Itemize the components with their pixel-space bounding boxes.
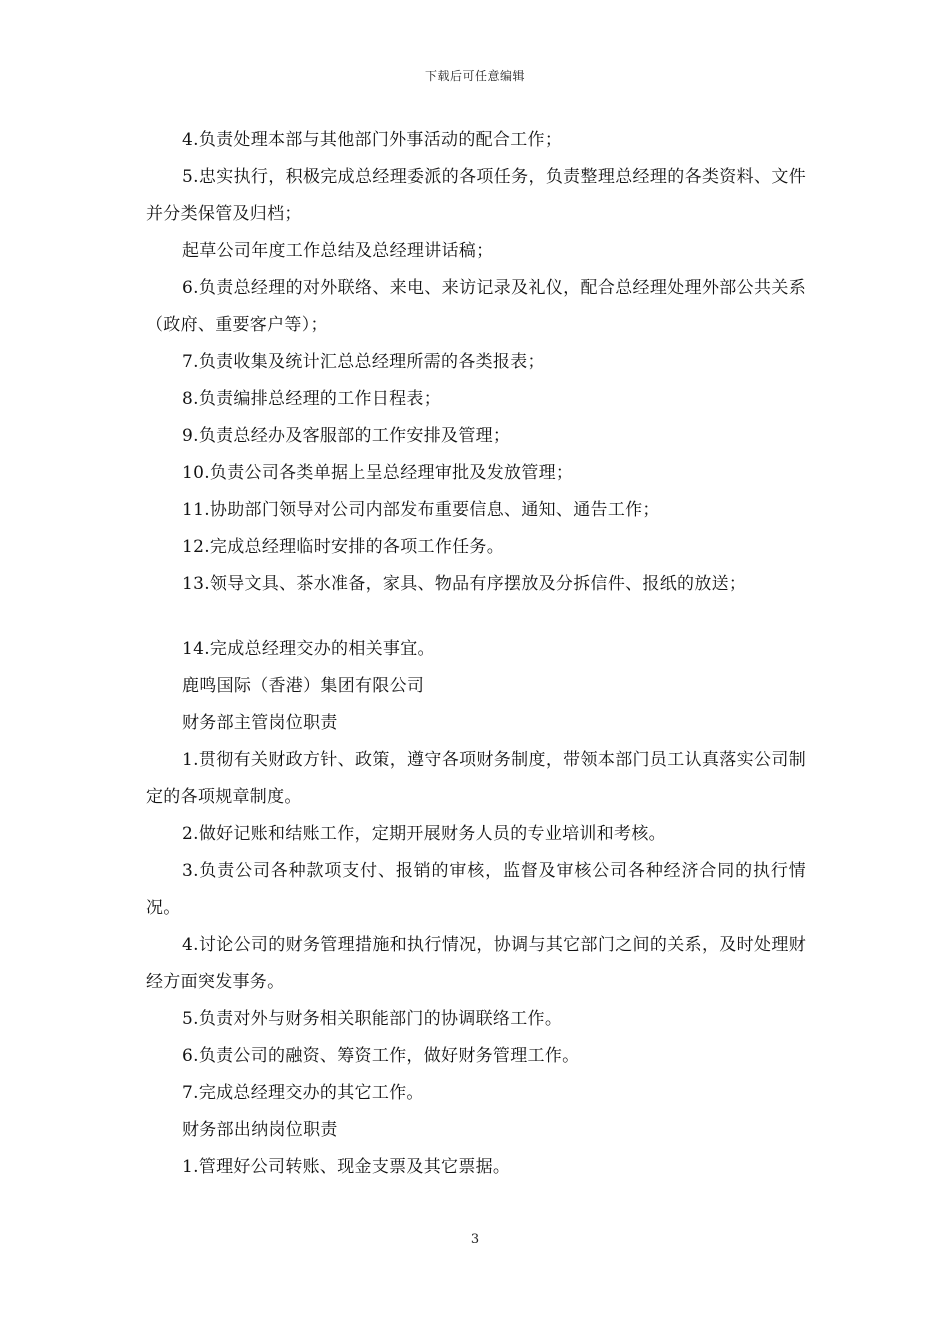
paragraph: 12.完成总经理临时安排的各项工作任务。 (182, 537, 505, 557)
paragraph: 9.负责总经办及客服部的工作安排及管理； (182, 426, 511, 446)
paragraph: 4.负责处理本部与其他部门外事活动的配合工作； (182, 130, 563, 150)
paragraph: 4.讨论公司的财务管理措施和执行情况，协调与其它部门之间的关系，及时处理财经方面突发事务。 (146, 935, 806, 992)
paragraph: 5.负责对外与财务相关职能部门的协调联络工作。 (182, 1009, 563, 1029)
blank-line (146, 603, 806, 631)
paragraph: 8.负责编排总经理的工作日程表； (182, 389, 442, 409)
paragraph: 起草公司年度工作总结及总经理讲话稿； (182, 241, 494, 261)
section-heading: 财务部出纳岗位职责 (182, 1120, 338, 1140)
company-name: 鹿鸣国际（香港）集团有限公司 (182, 676, 425, 696)
paragraph: 6.负责总经理的对外联络、来电、来访记录及礼仪，配合总经理处理外部公共关系（政府、重要客户等）； (146, 278, 806, 335)
page-header: 下载后可任意编辑 (424, 69, 525, 83)
paragraph: 6.负责公司的融资、筹资工作，做好财务管理工作。 (182, 1046, 580, 1066)
paragraph: 5.忠实执行，积极完成总经理委派的各项任务，负责整理总经理的各类资料、文件并分类保管及归档； (146, 167, 806, 224)
paragraph: 7.完成总经理交办的其它工作。 (182, 1083, 424, 1103)
paragraph: 2.做好记账和结账工作，定期开展财务人员的专业培训和考核。 (182, 824, 666, 844)
paragraph: 7.负责收集及统计汇总总经理所需的各类报表； (182, 352, 545, 372)
paragraph: 3.负责公司各种款项支付、报销的审核，监督及审核公司各种经济合同的执行情况。 (146, 861, 806, 918)
document-body (146, 122, 806, 1186)
paragraph: 13.领导文具、茶水准备，家具、物品有序摆放及分拆信件、报纸的放送； (182, 574, 747, 594)
paragraph: 14.完成总经理交办的相关事宜。 (182, 639, 435, 659)
page-number: 3 (470, 1232, 480, 1247)
paragraph: 1.管理好公司转账、现金支票及其它票据。 (182, 1157, 511, 1177)
paragraph: 1.贯彻有关财政方针、政策，遵守各项财务制度，带领本部门员工认真落实公司制定的各项规章制度。 (146, 750, 806, 807)
paragraph: 11.协助部门领导对公司内部发布重要信息、通知、通告工作； (182, 500, 660, 520)
section-heading: 财务部主管岗位职责 (182, 713, 338, 733)
paragraph: 10.负责公司各类单据上呈总经理审批及发放管理； (182, 463, 574, 483)
